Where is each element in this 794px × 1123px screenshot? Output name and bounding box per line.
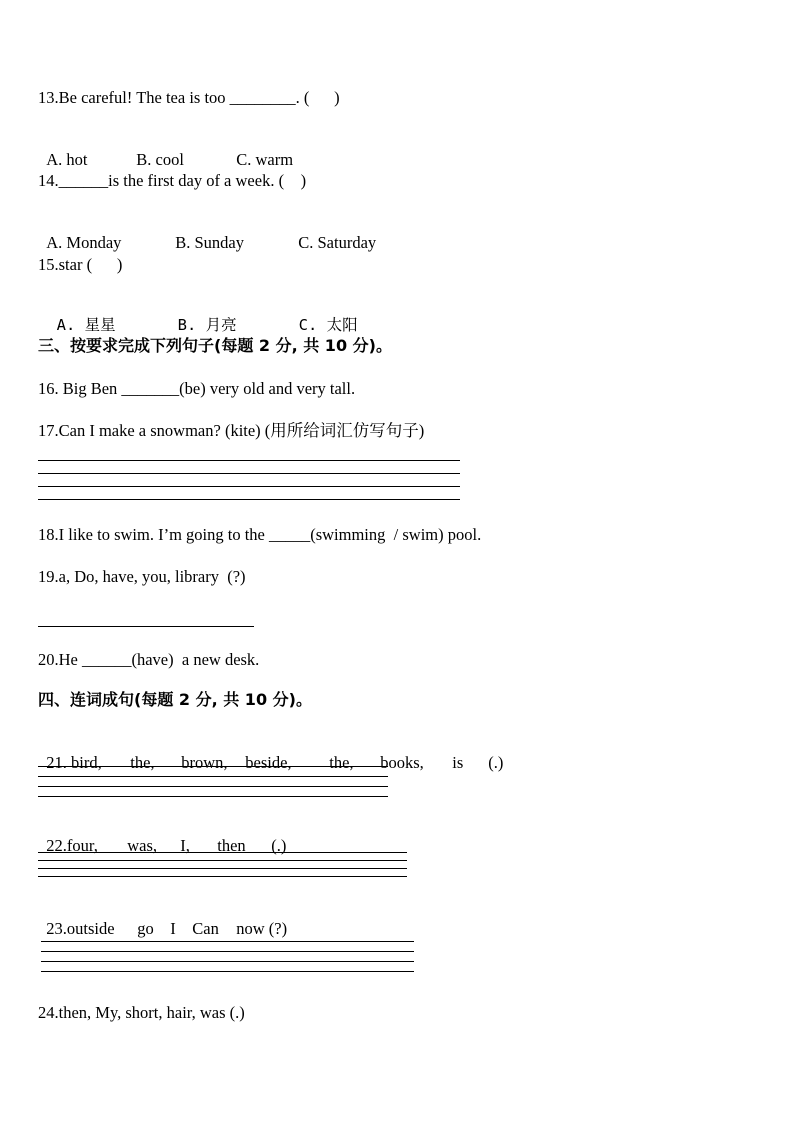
word: the, (329, 753, 354, 772)
word: 22.four, (46, 836, 98, 855)
option-a: A. 星星 (56, 316, 116, 334)
question-20: 20.He ______(have) a new desk. (38, 650, 260, 669)
option-b: B. 月亮 (177, 316, 237, 334)
section-3-heading: 三、按要求完成下列句子(每题 2 分, 共 10 分)。 (38, 336, 392, 355)
word: (.) (271, 836, 287, 855)
word: was, (127, 836, 158, 855)
question-19: 19.a, Do, have, you, library (?) (38, 567, 246, 586)
question-17: 17.Can I make a snowman? (kite) (用所给词汇仿写句子) (38, 421, 425, 440)
option-b: B. Sunday (175, 233, 245, 252)
question-23 (38, 899, 287, 939)
word: beside, (245, 753, 292, 772)
word: go (137, 919, 154, 938)
question-14-options (38, 213, 376, 253)
word: Can (192, 919, 219, 938)
word: I, (180, 836, 190, 855)
word: brown, (181, 753, 228, 772)
word: is (452, 753, 464, 772)
word: then (217, 836, 246, 855)
question-15-options (38, 295, 358, 335)
question-16: 16. Big Ben _______(be) very old and very tall. (38, 379, 356, 398)
question-18: 18.I like to swim. I’m going to the _____(swimming / swim) pool. (38, 525, 482, 544)
answer-lines-23 (41, 941, 414, 972)
word: 23.outside (46, 919, 115, 938)
question-22 (38, 816, 286, 856)
section-4-heading: 四、连词成句(每题 2 分, 共 10 分)。 (38, 690, 312, 709)
question-13: 13.Be careful! The tea is too ________. ( ) (38, 88, 340, 107)
word: I (170, 919, 176, 938)
word: books, (380, 753, 424, 772)
answer-line-19 (38, 626, 254, 627)
option-a: A. hot (46, 150, 88, 169)
option-a: A. Monday (46, 233, 122, 252)
question-13-options (38, 130, 293, 170)
option-b: B. cool (136, 150, 184, 169)
answer-lines-17 (38, 460, 460, 500)
option-c: C. Saturday (298, 233, 377, 252)
question-24: 24.then, My, short, hair, was (.) (38, 1003, 245, 1022)
answer-lines-21 (38, 766, 388, 797)
question-14: 14.______is the first day of a week. ( ) (38, 171, 307, 190)
option-c: C. warm (236, 150, 294, 169)
option-c: C. 太阳 (298, 316, 358, 334)
question-15: 15.star ( ) (38, 255, 123, 274)
answer-lines-22 (38, 852, 407, 877)
word: now (?) (236, 919, 288, 938)
word: the, (130, 753, 155, 772)
word: (.) (488, 753, 504, 772)
word: 21. bird, (46, 753, 102, 772)
